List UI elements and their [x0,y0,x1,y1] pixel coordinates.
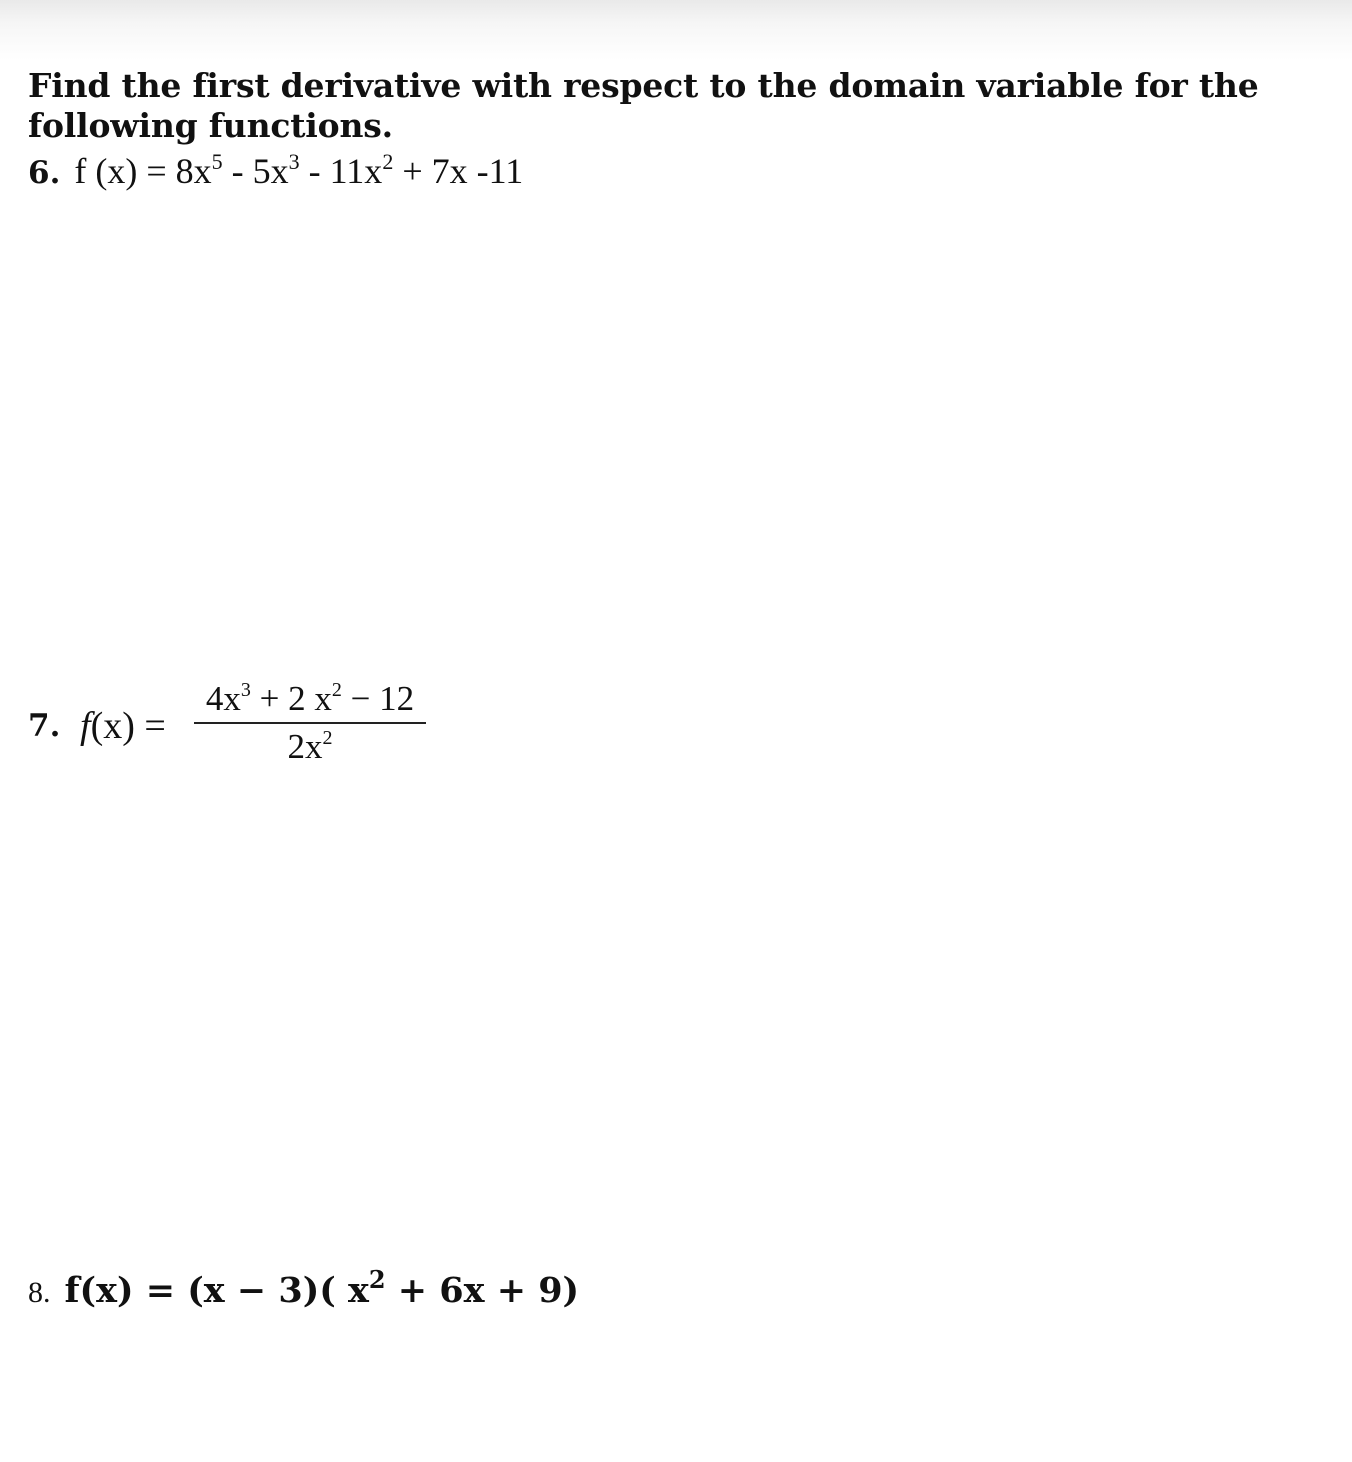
problem-number: 6. [28,155,61,191]
denominator [194,724,426,766]
function-lhs [80,704,166,748]
exponent: 2 [322,727,333,749]
numerator [194,678,426,720]
term: + 2 x [250,679,332,718]
problem-number: 7. [28,708,61,744]
expr-part: f(x) = (x − 3)( x [64,1270,369,1311]
exponent: 2 [382,149,394,174]
function-symbol: f [80,705,91,747]
expr-part: + 6x + 9) [385,1270,580,1311]
term: 8x [175,151,212,191]
term: - 5x [222,151,289,191]
term: + 7x -11 [393,151,524,191]
exponent: 5 [211,149,223,174]
function-args: (x) = [90,705,166,747]
top-shadow [0,0,1352,60]
problem-8 [28,1265,580,1312]
term: − 12 [341,679,415,718]
exponent: 2 [331,679,342,701]
function-lhs: f (x) = [74,151,176,191]
exponent: 3 [240,679,251,701]
term: 4x [205,679,241,718]
fraction [194,678,426,766]
term: 2x [287,727,323,766]
problem-number: 8. [28,1276,51,1309]
exponent: 2 [368,1265,386,1294]
instructions-text: Find the first derivative with respect to the domain variable for the following functions. [28,66,1259,145]
term: - 11x [299,151,383,191]
exponent: 3 [288,149,300,174]
problem-6 [28,150,523,192]
function-expression [64,1265,580,1311]
